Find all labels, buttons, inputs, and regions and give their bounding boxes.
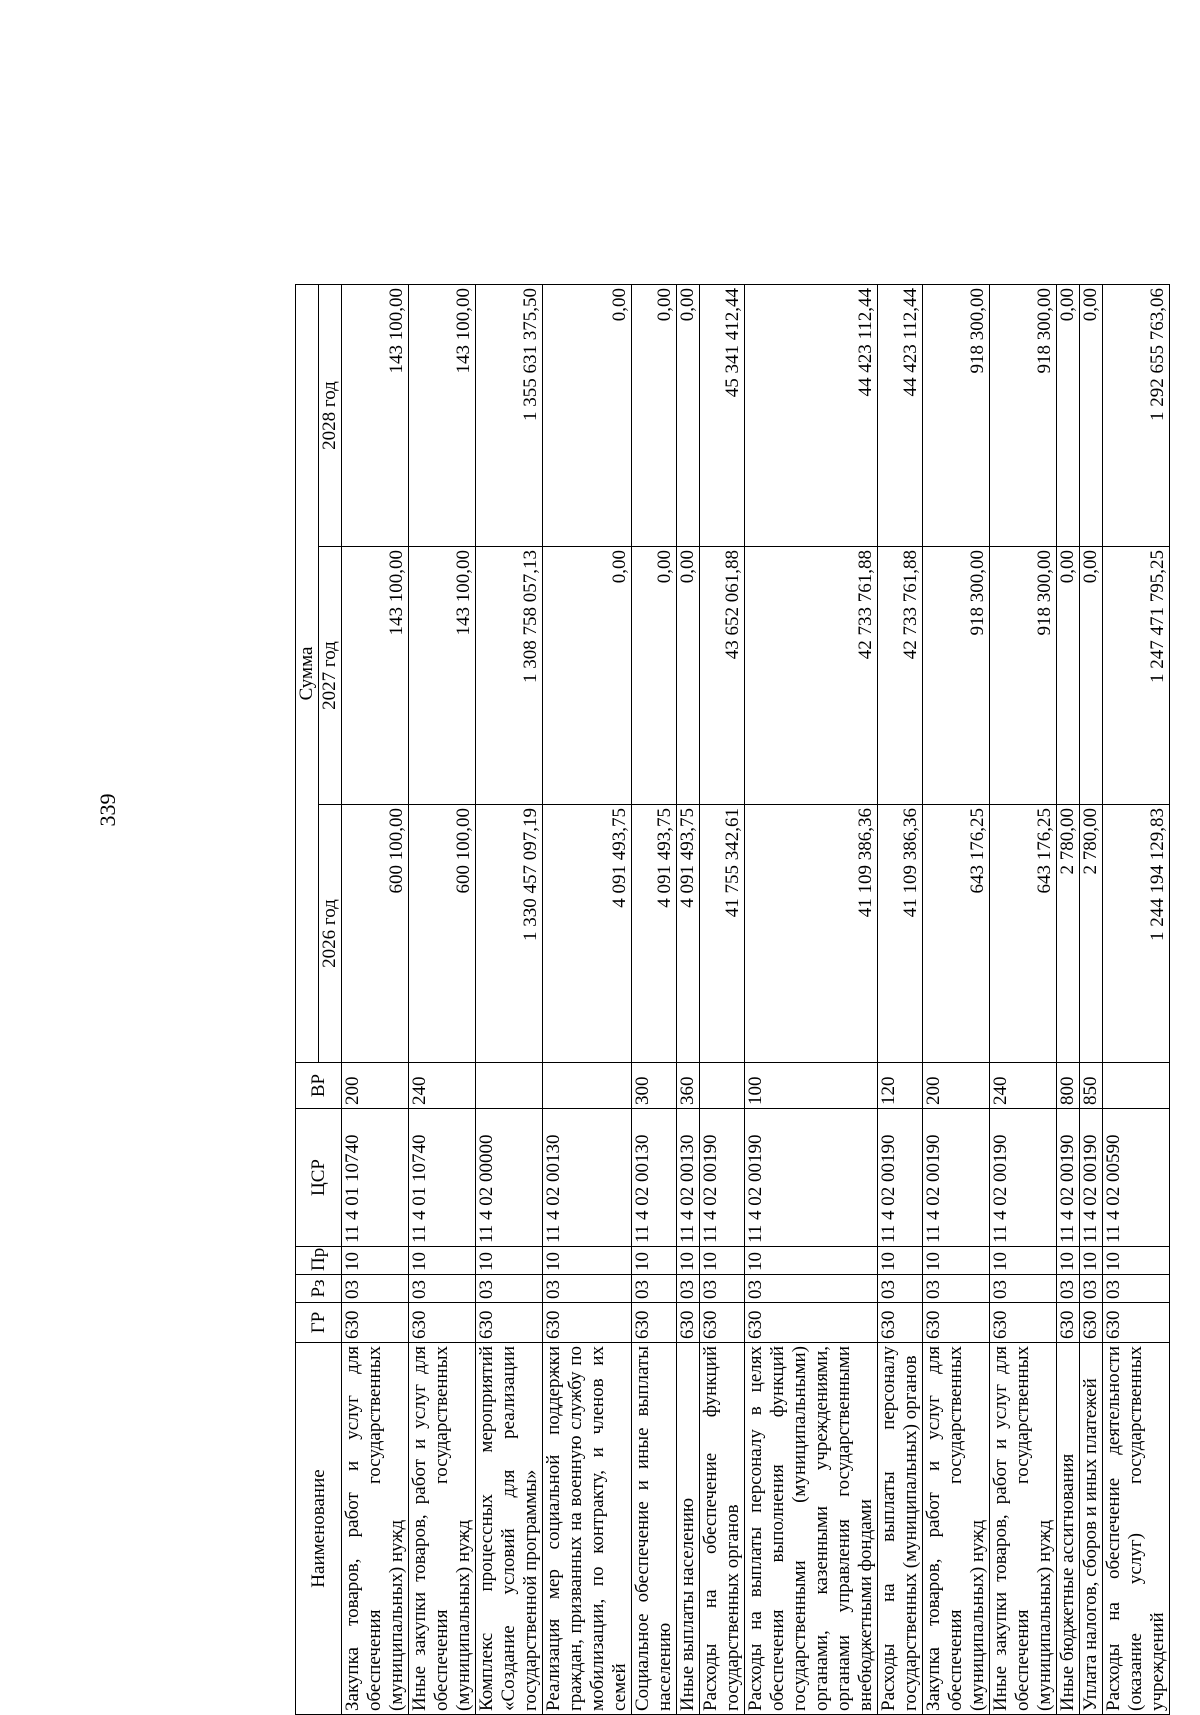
header-2027: 2027 год xyxy=(319,547,342,805)
cell-2028: 1 292 655 763,06 xyxy=(1103,284,1170,546)
cell-2026: 41 109 386,36 xyxy=(745,805,878,1063)
cell-name: Уплата налогов, сборов и иных платежей xyxy=(1080,1343,1103,1715)
cell-2027: 143 100,00 xyxy=(409,547,476,805)
cell-2027: 0,00 xyxy=(543,547,632,805)
cell-gr: 630 xyxy=(990,1303,1057,1343)
cell-csr: 11 4 02 00590 xyxy=(1103,1109,1170,1247)
cell-2027: 918 300,00 xyxy=(923,547,990,805)
cell-rz: 03 xyxy=(1057,1275,1080,1303)
cell-rz: 03 xyxy=(878,1275,923,1303)
cell-2027: 42 733 761,88 xyxy=(745,547,878,805)
cell-pr: 10 xyxy=(700,1247,745,1275)
cell-pr: 10 xyxy=(543,1247,632,1275)
cell-vr: 300 xyxy=(632,1063,677,1109)
cell-pr: 10 xyxy=(745,1247,878,1275)
cell-rz: 03 xyxy=(923,1275,990,1303)
cell-vr: 360 xyxy=(677,1063,700,1109)
table-row xyxy=(700,284,745,1714)
header-row xyxy=(296,284,319,1714)
header-sum: Сумма xyxy=(296,284,319,1062)
cell-gr: 630 xyxy=(923,1303,990,1343)
cell-csr: 11 4 02 00130 xyxy=(543,1109,632,1247)
table-row xyxy=(476,284,543,1714)
cell-vr: 800 xyxy=(1057,1063,1080,1109)
header-gr: ГР xyxy=(296,1303,342,1343)
cell-2026: 2 780,00 xyxy=(1080,805,1103,1063)
cell-name: Социальное обеспечение и иные выплаты населению xyxy=(632,1343,677,1715)
cell-rz: 03 xyxy=(1080,1275,1103,1303)
cell-pr: 10 xyxy=(990,1247,1057,1275)
cell-2026: 4 091 493,75 xyxy=(677,805,700,1063)
cell-pr: 10 xyxy=(632,1247,677,1275)
cell-rz: 03 xyxy=(342,1275,409,1303)
table-body xyxy=(342,284,1170,1714)
cell-csr: 11 4 02 00190 xyxy=(1080,1109,1103,1247)
cell-pr: 10 xyxy=(1057,1247,1080,1275)
cell-2027: 0,00 xyxy=(632,547,677,805)
cell-2026: 600 100,00 xyxy=(342,805,409,1063)
cell-pr: 10 xyxy=(1103,1247,1170,1275)
header-2028: 2028 год xyxy=(319,284,342,546)
table-row xyxy=(878,284,923,1714)
header-pr: Пр xyxy=(296,1247,342,1275)
cell-csr: 11 4 01 10740 xyxy=(342,1109,409,1247)
cell-pr: 10 xyxy=(342,1247,409,1275)
cell-csr: 11 4 02 00130 xyxy=(677,1109,700,1247)
cell-2028: 0,00 xyxy=(1080,284,1103,546)
cell-name: Расходы на обеспечение функций государственных органов xyxy=(700,1343,745,1715)
cell-vr: 100 xyxy=(745,1063,878,1109)
cell-csr: 11 4 02 00000 xyxy=(476,1109,543,1247)
page-number: 339 xyxy=(95,793,120,827)
cell-2027: 42 733 761,88 xyxy=(878,547,923,805)
cell-vr: 240 xyxy=(409,1063,476,1109)
cell-pr: 10 xyxy=(476,1247,543,1275)
cell-2026: 4 091 493,75 xyxy=(632,805,677,1063)
cell-2026: 4 091 493,75 xyxy=(543,805,632,1063)
cell-2027: 918 300,00 xyxy=(990,547,1057,805)
cell-2028: 918 300,00 xyxy=(923,284,990,546)
cell-csr: 11 4 02 00190 xyxy=(878,1109,923,1247)
cell-gr: 630 xyxy=(745,1303,878,1343)
header-2026: 2026 год xyxy=(319,805,342,1063)
cell-rz: 03 xyxy=(632,1275,677,1303)
cell-2027: 143 100,00 xyxy=(342,547,409,805)
cell-csr: 11 4 02 00190 xyxy=(1057,1109,1080,1247)
header-rz: Рз xyxy=(296,1275,342,1303)
cell-vr xyxy=(476,1063,543,1109)
budget-table xyxy=(295,284,1170,1715)
cell-2027: 1 247 471 795,25 xyxy=(1103,547,1170,805)
cell-2026: 41 755 342,61 xyxy=(700,805,745,1063)
cell-pr: 10 xyxy=(677,1247,700,1275)
table-row xyxy=(745,284,878,1714)
cell-csr: 11 4 02 00190 xyxy=(923,1109,990,1247)
cell-rz: 03 xyxy=(543,1275,632,1303)
cell-2028: 0,00 xyxy=(543,284,632,546)
cell-gr: 630 xyxy=(342,1303,409,1343)
table-row xyxy=(1057,284,1080,1714)
cell-pr: 10 xyxy=(923,1247,990,1275)
cell-gr: 630 xyxy=(878,1303,923,1343)
cell-2027: 43 652 061,88 xyxy=(700,547,745,805)
cell-rz: 03 xyxy=(677,1275,700,1303)
cell-gr: 630 xyxy=(409,1303,476,1343)
cell-2026: 643 176,25 xyxy=(923,805,990,1063)
cell-csr: 11 4 02 00190 xyxy=(990,1109,1057,1247)
cell-rz: 03 xyxy=(1103,1275,1170,1303)
cell-2028: 1 355 631 375,50 xyxy=(476,284,543,546)
cell-2028: 44 423 112,44 xyxy=(745,284,878,546)
header-vr: ВР xyxy=(296,1063,342,1109)
cell-name: Расходы на выплаты персоналу государственных (муниципальных) органов xyxy=(878,1343,923,1715)
cell-vr xyxy=(543,1063,632,1109)
table-row xyxy=(1103,284,1170,1714)
cell-gr: 630 xyxy=(1103,1303,1170,1343)
cell-gr: 630 xyxy=(1080,1303,1103,1343)
cell-gr: 630 xyxy=(632,1303,677,1343)
cell-rz: 03 xyxy=(990,1275,1057,1303)
table-row xyxy=(409,284,476,1714)
cell-2028: 143 100,00 xyxy=(409,284,476,546)
cell-name: Иные бюджетные ассигнования xyxy=(1057,1343,1080,1715)
table-row xyxy=(1080,284,1103,1714)
cell-2027: 0,00 xyxy=(1057,547,1080,805)
header-name: Наименование xyxy=(296,1343,342,1715)
cell-rz: 03 xyxy=(476,1275,543,1303)
cell-2026: 1 330 457 097,19 xyxy=(476,805,543,1063)
cell-pr: 10 xyxy=(878,1247,923,1275)
cell-gr: 630 xyxy=(543,1303,632,1343)
table-row xyxy=(543,284,632,1714)
cell-2028: 45 341 412,44 xyxy=(700,284,745,546)
cell-name: Реализация мер социальной поддержки граждан, призванных на военную службу по мобилизации, по контракту, и членов их семей xyxy=(543,1343,632,1715)
cell-pr: 10 xyxy=(1080,1247,1103,1275)
cell-2028: 44 423 112,44 xyxy=(878,284,923,546)
cell-vr: 240 xyxy=(990,1063,1057,1109)
cell-vr: 200 xyxy=(342,1063,409,1109)
cell-2026: 1 244 194 129,83 xyxy=(1103,805,1170,1063)
cell-2028: 918 300,00 xyxy=(990,284,1057,546)
cell-vr xyxy=(1103,1063,1170,1109)
cell-csr: 11 4 02 00190 xyxy=(745,1109,878,1247)
cell-2026: 2 780,00 xyxy=(1057,805,1080,1063)
cell-gr: 630 xyxy=(700,1303,745,1343)
cell-vr: 120 xyxy=(878,1063,923,1109)
cell-2028: 0,00 xyxy=(1057,284,1080,546)
cell-2027: 0,00 xyxy=(677,547,700,805)
cell-rz: 03 xyxy=(745,1275,878,1303)
budget-table-container xyxy=(295,285,1168,1715)
table-row xyxy=(632,284,677,1714)
cell-2027: 1 308 758 057,13 xyxy=(476,547,543,805)
table-row xyxy=(923,284,990,1714)
cell-name: Иные закупки товаров, работ и услуг для обеспечения государственных (муниципальных) нужд xyxy=(409,1343,476,1715)
cell-name: Расходы на выплаты персоналу в целях обеспечения выполнения функций государственными (муниципальными) органами, казенными учреждениями, органами управления государственными внебюджетными фондами xyxy=(745,1343,878,1715)
cell-name: Расходы на обеспечение деятельности (оказание услуг) государственных учреждений xyxy=(1103,1343,1170,1715)
cell-vr: 850 xyxy=(1080,1063,1103,1109)
cell-gr: 630 xyxy=(476,1303,543,1343)
table-row xyxy=(342,284,409,1714)
table-row xyxy=(990,284,1057,1714)
cell-csr: 11 4 02 00130 xyxy=(632,1109,677,1247)
cell-name: Закупка товаров, работ и услуг для обеспечения государственных (муниципальных) нужд xyxy=(923,1343,990,1715)
cell-name: Комплекс процессных мероприятий «Создание условий для реализации государственной программы» xyxy=(476,1343,543,1715)
cell-name: Иные закупки товаров, работ и услуг для обеспечения государственных (муниципальных) нужд xyxy=(990,1343,1057,1715)
table-row xyxy=(677,284,700,1714)
cell-2028: 0,00 xyxy=(677,284,700,546)
cell-rz: 03 xyxy=(409,1275,476,1303)
cell-2028: 0,00 xyxy=(632,284,677,546)
cell-name: Иные выплаты населению xyxy=(677,1343,700,1715)
cell-2027: 0,00 xyxy=(1080,547,1103,805)
cell-csr: 11 4 02 00190 xyxy=(700,1109,745,1247)
cell-2026: 643 176,25 xyxy=(990,805,1057,1063)
cell-name: Закупка товаров, работ и услуг для обеспечения государственных (муниципальных) нужд xyxy=(342,1343,409,1715)
cell-vr: 200 xyxy=(923,1063,990,1109)
cell-2026: 41 109 386,36 xyxy=(878,805,923,1063)
cell-2026: 600 100,00 xyxy=(409,805,476,1063)
header-csr: ЦСР xyxy=(296,1109,342,1247)
cell-2028: 143 100,00 xyxy=(342,284,409,546)
cell-vr xyxy=(700,1063,745,1109)
cell-csr: 11 4 01 10740 xyxy=(409,1109,476,1247)
cell-pr: 10 xyxy=(409,1247,476,1275)
cell-gr: 630 xyxy=(677,1303,700,1343)
cell-rz: 03 xyxy=(700,1275,745,1303)
cell-gr: 630 xyxy=(1057,1303,1080,1343)
